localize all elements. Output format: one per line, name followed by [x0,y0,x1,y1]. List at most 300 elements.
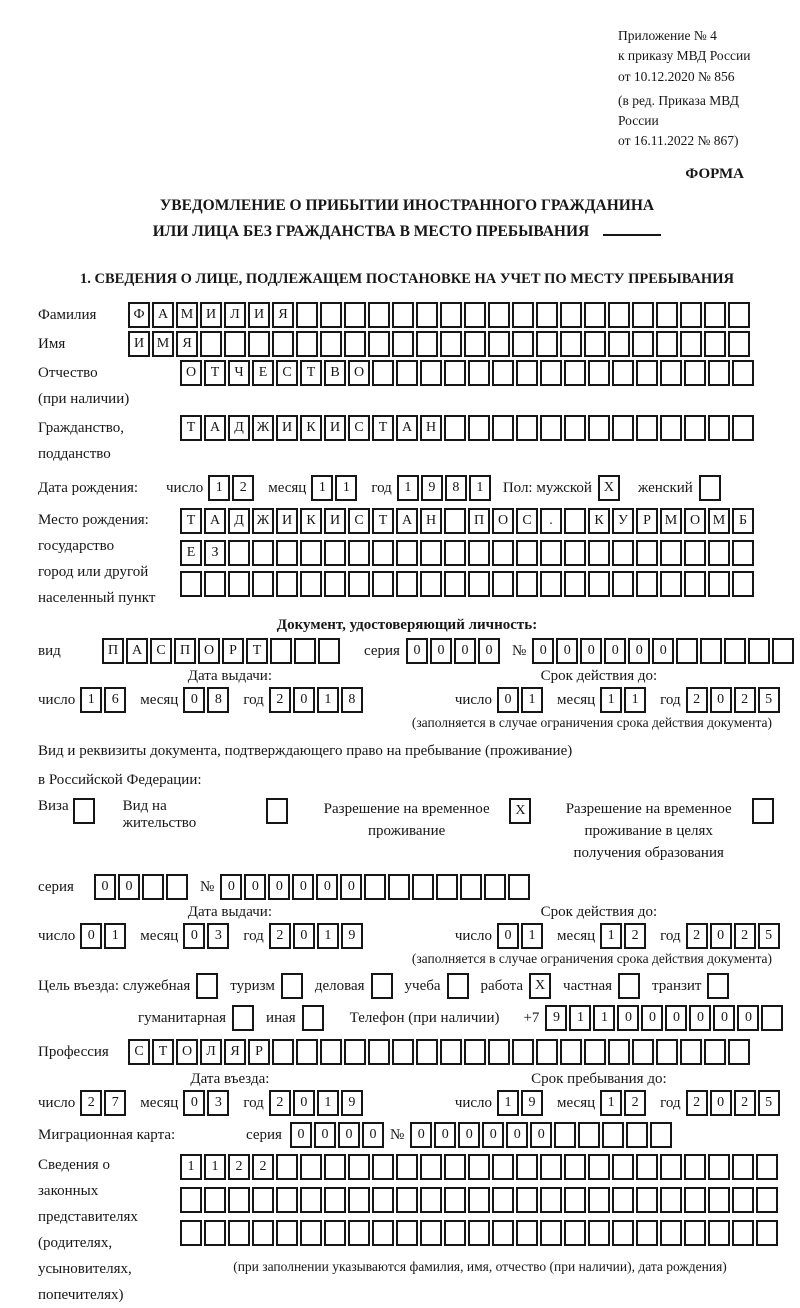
char-cell[interactable] [564,1154,586,1180]
char-cell[interactable] [708,415,730,441]
char-cell[interactable]: 8 [341,687,363,713]
char-cell[interactable] [371,973,393,999]
char-cell[interactable]: Е [180,540,202,566]
char-cell[interactable]: 1 [593,1005,615,1031]
doc-valid-month[interactable] [600,687,648,713]
char-cell[interactable] [468,571,490,597]
char-cell[interactable] [276,1187,298,1213]
char-cell[interactable] [708,360,730,386]
char-cell[interactable] [464,302,486,328]
char-cell[interactable] [618,973,640,999]
char-cell[interactable] [180,1187,202,1213]
char-cell[interactable]: 0 [290,1122,312,1148]
sex-female-checkbox[interactable] [699,475,723,501]
char-cell[interactable]: 1 [521,687,543,713]
char-cell[interactable] [302,1005,324,1031]
char-cell[interactable] [540,1154,562,1180]
char-cell[interactable] [372,540,394,566]
char-cell[interactable] [564,1220,586,1246]
char-cell[interactable]: 1 [317,687,339,713]
char-cell[interactable]: О [198,638,220,664]
char-cell[interactable] [728,331,750,357]
char-cell[interactable] [732,1154,754,1180]
char-cell[interactable]: 0 [710,1090,732,1116]
char-cell[interactable] [554,1122,576,1148]
char-cell[interactable] [636,415,658,441]
char-cell[interactable] [276,1154,298,1180]
birth-month-field[interactable] [311,475,359,501]
char-cell[interactable]: 2 [734,923,756,949]
char-cell[interactable] [344,1039,366,1065]
char-cell[interactable] [588,415,610,441]
char-cell[interactable] [660,540,682,566]
char-cell[interactable]: О [180,360,202,386]
char-cell[interactable]: О [684,508,706,534]
char-cell[interactable] [468,360,490,386]
doc-series-field[interactable] [406,638,502,664]
char-cell[interactable]: 5 [758,1090,780,1116]
char-cell[interactable] [588,1187,610,1213]
char-cell[interactable] [276,1220,298,1246]
char-cell[interactable] [388,874,410,900]
char-cell[interactable] [632,1039,654,1065]
char-cell[interactable]: Л [224,302,246,328]
char-cell[interactable] [684,1220,706,1246]
char-cell[interactable]: 0 [292,874,314,900]
char-cell[interactable] [680,331,702,357]
char-cell[interactable] [196,973,218,999]
char-cell[interactable]: Т [300,360,322,386]
char-cell[interactable] [444,1187,466,1213]
visa-checkbox[interactable] [73,798,97,824]
char-cell[interactable] [564,508,586,534]
char-cell[interactable] [732,540,754,566]
doc-kind-field[interactable] [102,638,342,664]
char-cell[interactable] [420,1187,442,1213]
char-cell[interactable] [516,540,538,566]
residence-permit-checkbox[interactable] [266,798,290,824]
char-cell[interactable] [540,360,562,386]
doc-issue-day[interactable] [80,687,128,713]
char-cell[interactable] [636,360,658,386]
purpose-other-checkbox[interactable] [302,1005,326,1031]
char-cell[interactable]: 0 [506,1122,528,1148]
char-cell[interactable] [612,415,634,441]
char-cell[interactable]: А [396,415,418,441]
char-cell[interactable]: 8 [207,687,229,713]
char-cell[interactable]: 0 [532,638,554,664]
char-cell[interactable] [444,1220,466,1246]
char-cell[interactable] [632,302,654,328]
char-cell[interactable] [324,1220,346,1246]
char-cell[interactable] [300,1220,322,1246]
representatives-row3[interactable] [180,1220,780,1246]
char-cell[interactable] [756,1154,778,1180]
char-cell[interactable] [444,360,466,386]
char-cell[interactable]: 0 [454,638,476,664]
char-cell[interactable]: Д [228,508,250,534]
char-cell[interactable]: С [516,508,538,534]
char-cell[interactable] [372,1154,394,1180]
char-cell[interactable] [73,798,95,824]
char-cell[interactable]: У [612,508,634,534]
char-cell[interactable]: Т [372,415,394,441]
char-cell[interactable]: Т [204,360,226,386]
representatives-row1[interactable] [180,1154,780,1180]
char-cell[interactable] [296,1039,318,1065]
char-cell[interactable]: П [102,638,124,664]
char-cell[interactable]: Д [228,415,250,441]
permit-issue-year[interactable] [269,923,365,949]
purpose-transit-checkbox[interactable] [707,973,731,999]
char-cell[interactable] [320,302,342,328]
char-cell[interactable] [416,1039,438,1065]
char-cell[interactable]: Л [200,1039,222,1065]
char-cell[interactable]: 2 [624,1090,646,1116]
permit-valid-year[interactable] [686,923,782,949]
char-cell[interactable] [180,571,202,597]
char-cell[interactable] [704,302,726,328]
char-cell[interactable] [684,1187,706,1213]
char-cell[interactable]: 0 [617,1005,639,1031]
char-cell[interactable]: Т [180,508,202,534]
char-cell[interactable]: 1 [317,923,339,949]
char-cell[interactable] [772,638,794,664]
char-cell[interactable] [180,1220,202,1246]
char-cell[interactable]: 0 [580,638,602,664]
char-cell[interactable] [732,360,754,386]
char-cell[interactable] [440,302,462,328]
char-cell[interactable]: 5 [758,687,780,713]
surname-field[interactable] [128,302,752,328]
char-cell[interactable] [684,1154,706,1180]
temp-permit-checkbox[interactable] [509,798,533,824]
char-cell[interactable]: 1 [80,687,102,713]
char-cell[interactable]: 5 [758,923,780,949]
char-cell[interactable]: Р [222,638,244,664]
char-cell[interactable] [636,540,658,566]
char-cell[interactable] [444,571,466,597]
char-cell[interactable]: 0 [340,874,362,900]
entry-month[interactable] [183,1090,231,1116]
char-cell[interactable] [468,1154,490,1180]
char-cell[interactable] [324,571,346,597]
migration-series-field[interactable] [290,1122,386,1148]
char-cell[interactable] [608,1039,630,1065]
char-cell[interactable] [468,540,490,566]
char-cell[interactable] [252,540,274,566]
char-cell[interactable] [344,331,366,357]
purpose-business-checkbox[interactable] [371,973,395,999]
char-cell[interactable] [396,540,418,566]
permit-valid-day[interactable] [497,923,545,949]
char-cell[interactable]: 0 [362,1122,384,1148]
char-cell[interactable] [656,1039,678,1065]
char-cell[interactable] [608,331,630,357]
char-cell[interactable] [412,874,434,900]
char-cell[interactable]: 1 [397,475,419,501]
char-cell[interactable] [368,331,390,357]
char-cell[interactable] [396,360,418,386]
char-cell[interactable]: 0 [268,874,290,900]
char-cell[interactable] [704,1039,726,1065]
char-cell[interactable] [608,302,630,328]
char-cell[interactable]: 0 [293,687,315,713]
purpose-private-checkbox[interactable] [618,973,642,999]
char-cell[interactable]: 2 [269,687,291,713]
char-cell[interactable] [300,540,322,566]
char-cell[interactable]: 2 [686,1090,708,1116]
char-cell[interactable]: Я [272,302,294,328]
migration-number-field[interactable] [410,1122,674,1148]
char-cell[interactable]: И [248,302,270,328]
char-cell[interactable] [756,1220,778,1246]
char-cell[interactable] [508,874,530,900]
char-cell[interactable]: 0 [316,874,338,900]
char-cell[interactable]: 0 [118,874,140,900]
char-cell[interactable] [564,571,586,597]
char-cell[interactable]: 0 [183,1090,205,1116]
char-cell[interactable] [372,571,394,597]
char-cell[interactable]: С [276,360,298,386]
char-cell[interactable] [444,540,466,566]
stay-month[interactable] [600,1090,648,1116]
char-cell[interactable]: 0 [497,923,519,949]
char-cell[interactable] [460,874,482,900]
char-cell[interactable] [578,1122,600,1148]
char-cell[interactable] [281,973,303,999]
char-cell[interactable] [708,1187,730,1213]
birthplace-row1[interactable] [180,508,756,534]
given-name-field[interactable] [128,331,752,357]
char-cell[interactable] [396,1187,418,1213]
patronymic-field[interactable] [180,360,756,386]
profession-field[interactable] [128,1039,752,1065]
char-cell[interactable]: 2 [686,923,708,949]
char-cell[interactable] [368,302,390,328]
char-cell[interactable] [708,1220,730,1246]
entry-day[interactable] [80,1090,128,1116]
char-cell[interactable]: А [126,638,148,664]
char-cell[interactable] [564,540,586,566]
entry-year[interactable] [269,1090,365,1116]
char-cell[interactable]: А [396,508,418,534]
char-cell[interactable] [444,508,466,534]
char-cell[interactable] [684,360,706,386]
char-cell[interactable]: 2 [252,1154,274,1180]
char-cell[interactable] [761,1005,783,1031]
char-cell[interactable] [536,331,558,357]
char-cell[interactable] [420,1154,442,1180]
char-cell[interactable]: 0 [430,638,452,664]
char-cell[interactable]: 0 [314,1122,336,1148]
char-cell[interactable] [396,1220,418,1246]
char-cell[interactable]: 9 [341,1090,363,1116]
char-cell[interactable]: Е [252,360,274,386]
char-cell[interactable]: 0 [220,874,242,900]
char-cell[interactable] [588,540,610,566]
char-cell[interactable] [348,1187,370,1213]
doc-issue-month[interactable] [183,687,231,713]
char-cell[interactable]: И [324,415,346,441]
char-cell[interactable]: Я [176,331,198,357]
char-cell[interactable] [626,1122,648,1148]
char-cell[interactable] [536,302,558,328]
char-cell[interactable] [468,1187,490,1213]
char-cell[interactable] [656,302,678,328]
char-cell[interactable]: 2 [269,923,291,949]
char-cell[interactable] [612,1187,634,1213]
birthplace-row2[interactable] [180,540,756,566]
char-cell[interactable] [416,302,438,328]
char-cell[interactable] [516,1187,538,1213]
char-cell[interactable] [540,540,562,566]
char-cell[interactable]: Р [636,508,658,534]
char-cell[interactable] [516,1154,538,1180]
char-cell[interactable]: Т [372,508,394,534]
char-cell[interactable] [732,415,754,441]
char-cell[interactable] [324,1187,346,1213]
char-cell[interactable]: М [660,508,682,534]
char-cell[interactable]: Н [420,415,442,441]
char-cell[interactable] [447,973,469,999]
char-cell[interactable] [166,874,188,900]
char-cell[interactable] [300,1154,322,1180]
char-cell[interactable] [700,638,722,664]
char-cell[interactable]: 1 [569,1005,591,1031]
char-cell[interactable] [492,1220,514,1246]
permit-valid-month[interactable] [600,923,648,949]
citizenship-field[interactable] [180,415,756,441]
char-cell[interactable] [228,1220,250,1246]
char-cell[interactable]: Я [224,1039,246,1065]
char-cell[interactable]: 3 [207,923,229,949]
char-cell[interactable]: С [348,415,370,441]
char-cell[interactable]: 2 [228,1154,250,1180]
char-cell[interactable] [444,1154,466,1180]
char-cell[interactable] [564,415,586,441]
char-cell[interactable] [724,638,746,664]
char-cell[interactable]: 0 [293,923,315,949]
char-cell[interactable] [516,1220,538,1246]
char-cell[interactable]: 1 [600,687,622,713]
char-cell[interactable] [588,571,610,597]
char-cell[interactable] [632,331,654,357]
char-cell[interactable]: 2 [269,1090,291,1116]
doc-number-field[interactable] [532,638,796,664]
char-cell[interactable]: П [468,508,490,534]
char-cell[interactable] [296,331,318,357]
char-cell[interactable]: И [276,415,298,441]
char-cell[interactable] [492,415,514,441]
char-cell[interactable]: 0 [737,1005,759,1031]
char-cell[interactable]: 0 [410,1122,432,1148]
char-cell[interactable] [612,540,634,566]
doc-valid-year[interactable] [686,687,782,713]
char-cell[interactable] [560,331,582,357]
representatives-row2[interactable] [180,1187,780,1213]
char-cell[interactable] [612,571,634,597]
char-cell[interactable]: 6 [104,687,126,713]
char-cell[interactable] [564,1187,586,1213]
char-cell[interactable]: В [324,360,346,386]
char-cell[interactable]: 9 [545,1005,567,1031]
char-cell[interactable]: Т [246,638,268,664]
char-cell[interactable] [396,571,418,597]
char-cell[interactable] [204,571,226,597]
char-cell[interactable]: 0 [434,1122,456,1148]
purpose-tourism-checkbox[interactable] [281,973,305,999]
char-cell[interactable] [680,302,702,328]
char-cell[interactable] [488,331,510,357]
char-cell[interactable] [584,302,606,328]
char-cell[interactable] [200,331,222,357]
char-cell[interactable] [512,302,534,328]
char-cell[interactable] [372,1187,394,1213]
char-cell[interactable]: Ж [252,415,274,441]
permit-number-field[interactable] [220,874,532,900]
char-cell[interactable] [516,571,538,597]
char-cell[interactable]: 9 [421,475,443,501]
char-cell[interactable]: 0 [530,1122,552,1148]
char-cell[interactable] [699,475,721,501]
char-cell[interactable] [272,331,294,357]
doc-valid-day[interactable] [497,687,545,713]
char-cell[interactable] [392,331,414,357]
char-cell[interactable]: О [348,360,370,386]
char-cell[interactable]: 0 [183,923,205,949]
char-cell[interactable]: 0 [710,687,732,713]
char-cell[interactable] [560,1039,582,1065]
char-cell[interactable] [512,331,534,357]
char-cell[interactable]: 0 [458,1122,480,1148]
char-cell[interactable] [228,540,250,566]
char-cell[interactable] [440,1039,462,1065]
char-cell[interactable]: 1 [600,923,622,949]
char-cell[interactable] [684,415,706,441]
permit-issue-month[interactable] [183,923,231,949]
purpose-work-checkbox[interactable] [529,973,553,999]
char-cell[interactable] [420,360,442,386]
char-cell[interactable]: М [176,302,198,328]
char-cell[interactable] [232,1005,254,1031]
char-cell[interactable]: С [348,508,370,534]
char-cell[interactable] [676,638,698,664]
doc-issue-year[interactable] [269,687,365,713]
char-cell[interactable] [270,638,292,664]
temp-permit-edu-checkbox[interactable] [752,798,776,824]
char-cell[interactable]: X [509,798,531,824]
char-cell[interactable] [560,302,582,328]
char-cell[interactable] [540,1220,562,1246]
char-cell[interactable] [612,1154,634,1180]
char-cell[interactable]: О [492,508,514,534]
char-cell[interactable]: 0 [604,638,626,664]
char-cell[interactable]: 9 [341,923,363,949]
char-cell[interactable]: . [540,508,562,534]
char-cell[interactable]: 2 [624,923,646,949]
char-cell[interactable] [660,1154,682,1180]
char-cell[interactable] [602,1122,624,1148]
char-cell[interactable]: М [708,508,730,534]
char-cell[interactable] [636,571,658,597]
char-cell[interactable]: 1 [624,687,646,713]
char-cell[interactable]: Т [180,415,202,441]
char-cell[interactable] [464,1039,486,1065]
char-cell[interactable]: 0 [556,638,578,664]
char-cell[interactable] [324,540,346,566]
char-cell[interactable]: X [529,973,551,999]
